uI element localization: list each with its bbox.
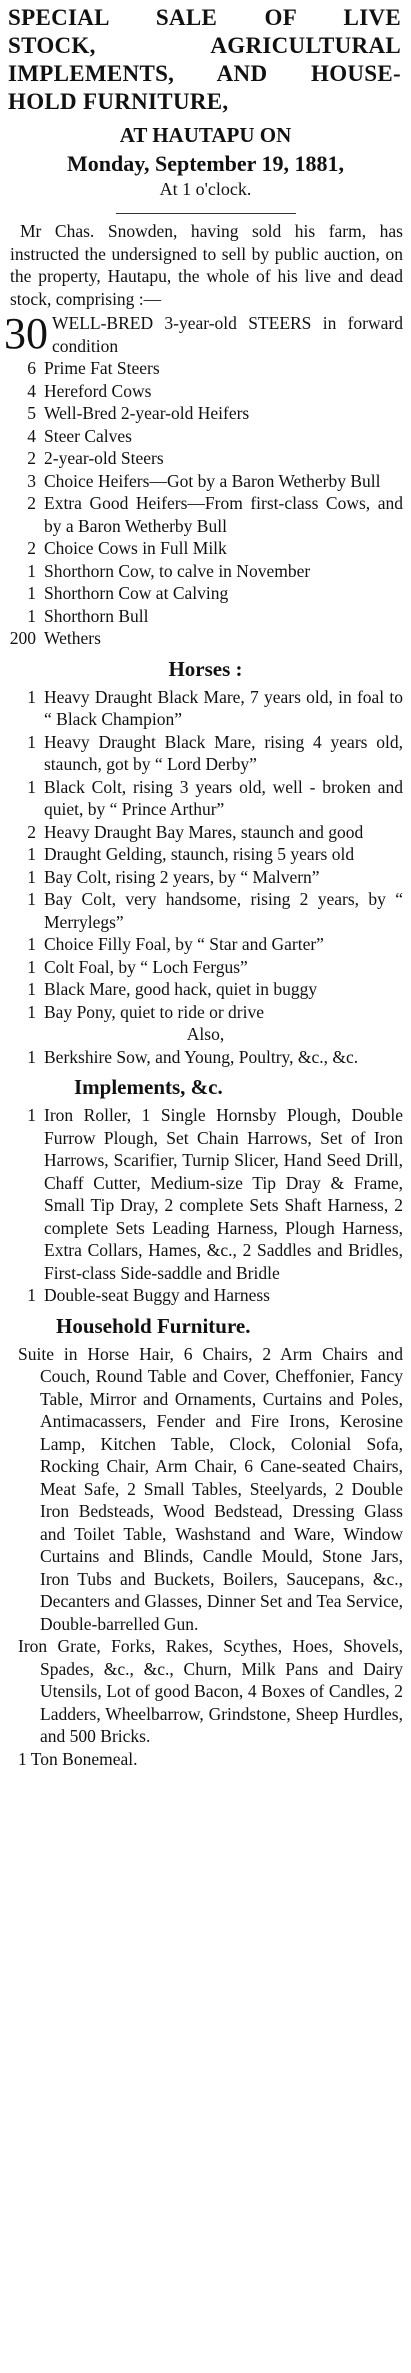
lot-description: Heavy Draught Bay Mares, staunch and good (44, 821, 364, 842)
list-item (0, 470, 411, 493)
list-item (0, 731, 411, 776)
lot-description: Black Mare, good hack, quiet in buggy (44, 979, 318, 999)
lot-quantity: 1 (27, 866, 36, 887)
lot-description: Colt Foal, by “ Loch Fergus” (44, 956, 248, 977)
headline (0, 0, 411, 116)
lot-description: Well-Bred 2-year-old Heifers (44, 403, 250, 423)
furniture-paragraph: Suite in Horse Hair, 6 Chairs, 2 Arm Chairs and Couch, Round Table and Cover, Cheffonier, Fancy Table, Mirror and Ornaments, Curtains and Poles, Antimacassers, Fender and Fire Irons, Kerosine Lamp, Kitchen Table, Clock, Colonial Sofa, Rocking Chair, Arm Chair, 6 Cane-seated Chairs, Meat Safe, 2 Small Tables, Steelyards, 2 Double Iron Bedsteads, Wood Bedstead, Dressing Glass and Toilet Table, Washstand and Ware, Window Curtains and Blinds, Candle Mould, Stone Jars, Iron Tubs and Buckets, Boilers, Saucepans, &c., Decanters and Glasses, Dinner Set and Tea Service, Double-barrelled Gun. (18, 1343, 403, 1634)
list-item (0, 582, 411, 605)
headline-line: IMPLEMENTS, AND HOUSE- (8, 61, 401, 86)
intro-paragraph: Mr Chas. Snowden, having sold his farm, has instructed the undersigned to sell by public auction, on the property, Hautapu, the whole of his live and dead stock, comprising :— (10, 221, 403, 309)
lot-description: Berkshire Sow, and Young, Poultry, &c., &c. (44, 1046, 359, 1067)
sale-time: At 1 o'clock. (159, 179, 252, 199)
lot-description: Wethers (44, 628, 101, 648)
lot-quantity: 1 (27, 934, 36, 954)
lot-quantity: 2 (27, 493, 36, 513)
section-heading-furniture: Household Furniture. (56, 1313, 251, 1338)
lot-description: Bay Colt, rising 2 years, by “ Malvern” (44, 866, 320, 887)
list-item (0, 627, 411, 650)
lot-description: Shorthorn Bull (44, 605, 149, 626)
list-item (0, 309, 411, 358)
list-item (0, 888, 411, 933)
lot-description: Prime Fat Steers (44, 358, 160, 378)
list-item (0, 380, 411, 403)
lot-description: 2-year-old Steers (44, 448, 164, 468)
lot-description: Iron Roller, 1 Single Hornsby Plough, Double Furrow Plough, Set Chain Harrows, Set of Iron Harrows, Scarifier, Turnip Slicer, Hand Seed Drill, Chaff Cutter, Medium-size Tip Dray & Frame, Small Tip Dray, 2 complete Sets Shaft Harness, 2 complete Sets Leading Harness, Plough Harness, Extra Collars, Hames, &c., 2 Saddles and Bridles, First-class Side-saddle and Bridle (44, 1105, 403, 1283)
lot-description: Heavy Draught Black Mare, rising 4 years old, staunch, got by “ Lord Derby” (44, 731, 403, 774)
lot-description: Shorthorn Cow, to calve in November (44, 560, 311, 581)
lot-quantity: 3 (27, 470, 36, 491)
lot-quantity: 1 (27, 1001, 36, 1022)
lot-quantity: 2 (27, 821, 36, 842)
lot-description: Choice Heifers—Got by a Baron Wetherby Bull (44, 470, 381, 491)
lot-description: WELL-BRED 3-year-old STEERS in forward condition (52, 313, 403, 356)
lot-description: Bay Pony, quiet to ride or drive (44, 1001, 265, 1022)
lot-description: Extra Good Heifers—From first-class Cows, and by a Baron Wetherby Bull (44, 493, 403, 536)
lot-description: Double-seat Buggy and Harness (44, 1285, 270, 1305)
lot-quantity: 1 (27, 731, 36, 752)
lot-description: Bay Colt, very handsome, rising 2 years, by “ Merrylegs” (44, 889, 403, 932)
lot-quantity: 1 (27, 605, 36, 626)
list-item (0, 933, 411, 956)
list-item (0, 605, 411, 628)
section-heading-implements: Implements, &c. (74, 1075, 223, 1099)
horses-list (0, 686, 411, 1024)
list-item (0, 1284, 411, 1307)
lot-quantity: 1 (27, 560, 36, 581)
headline-line: HOLD FURNITURE, (8, 89, 229, 114)
list-item (0, 866, 411, 889)
headline-line: STOCK, AGRICULTURAL (8, 33, 401, 58)
also-label: Also, (186, 1024, 225, 1044)
list-item (0, 821, 411, 844)
stock-list (0, 309, 411, 650)
list-item (0, 1046, 411, 1069)
lot-quantity: 6 (27, 358, 36, 378)
lot-quantity: 1 (27, 1285, 36, 1305)
lot-description: Heavy Draught Black Mare, 7 years old, in foal to “ Black Champion” (44, 686, 403, 729)
lot-quantity: 1 (27, 1105, 36, 1125)
lot-quantity: 5 (27, 403, 36, 423)
lot-description: Choice Filly Foal, by “ Star and Garter” (44, 934, 324, 954)
lot-quantity: 2 (27, 448, 36, 468)
divider (116, 213, 296, 214)
list-item (0, 686, 411, 731)
lot-description: Black Colt, rising 3 years old, well - broken and quiet, by “ Prince Arthur” (44, 776, 403, 819)
list-item (0, 978, 411, 1001)
lot-quantity: 1 (27, 776, 36, 797)
lot-quantity: 1 (27, 686, 36, 707)
lot-quantity: 4 (27, 425, 36, 446)
final-lot: 1 Ton Bonemeal. (18, 1748, 138, 1769)
lot-description: Shorthorn Cow at Calving (44, 583, 229, 603)
list-item (0, 402, 411, 425)
lot-quantity: 1 (27, 889, 36, 909)
lot-quantity: 200 (9, 628, 36, 648)
list-item (0, 447, 411, 470)
list-item (0, 1001, 411, 1024)
lot-quantity: 1 (27, 979, 36, 999)
list-item (0, 492, 411, 537)
list-item (0, 843, 411, 866)
list-item (0, 357, 411, 380)
furniture-paragraph: Iron Grate, Forks, Rakes, Scythes, Hoes, Shovels, Spades, &c., &c., Churn, Milk Pans and Dairy Utensils, Lot of good Bacon, 4 Boxes of Candles, 2 Ladders, Wheelbarrow, Grindstone, Sheep Hurdles, and 500 Bricks. (18, 1636, 403, 1746)
list-item (0, 776, 411, 821)
lot-description: Hereford Cows (44, 380, 152, 401)
list-item (0, 537, 411, 560)
lot-quantity: 2 (27, 538, 36, 558)
list-item (0, 1104, 411, 1284)
implements-list (0, 1104, 411, 1307)
list-item (0, 560, 411, 583)
lot-description: Steer Calves (44, 425, 132, 446)
lot-quantity: 1 (27, 844, 36, 864)
lot-quantity: 1 (27, 583, 36, 603)
venue: AT HAUTAPU ON (119, 123, 292, 147)
lot-description: Draught Gelding, staunch, rising 5 years old (44, 844, 355, 864)
list-item (0, 956, 411, 979)
headline-line: SPECIAL SALE OF LIVE (8, 5, 401, 30)
sale-date: Monday, September 19, 1881, (66, 151, 345, 176)
section-heading-horses: Horses : (168, 656, 243, 681)
lot-quantity: 30 (4, 309, 48, 358)
lot-description: Choice Cows in Full Milk (44, 538, 227, 558)
list-item (0, 425, 411, 448)
lot-quantity: 1 (27, 1046, 36, 1067)
lot-quantity: 4 (27, 380, 36, 401)
lot-quantity: 1 (27, 956, 36, 977)
